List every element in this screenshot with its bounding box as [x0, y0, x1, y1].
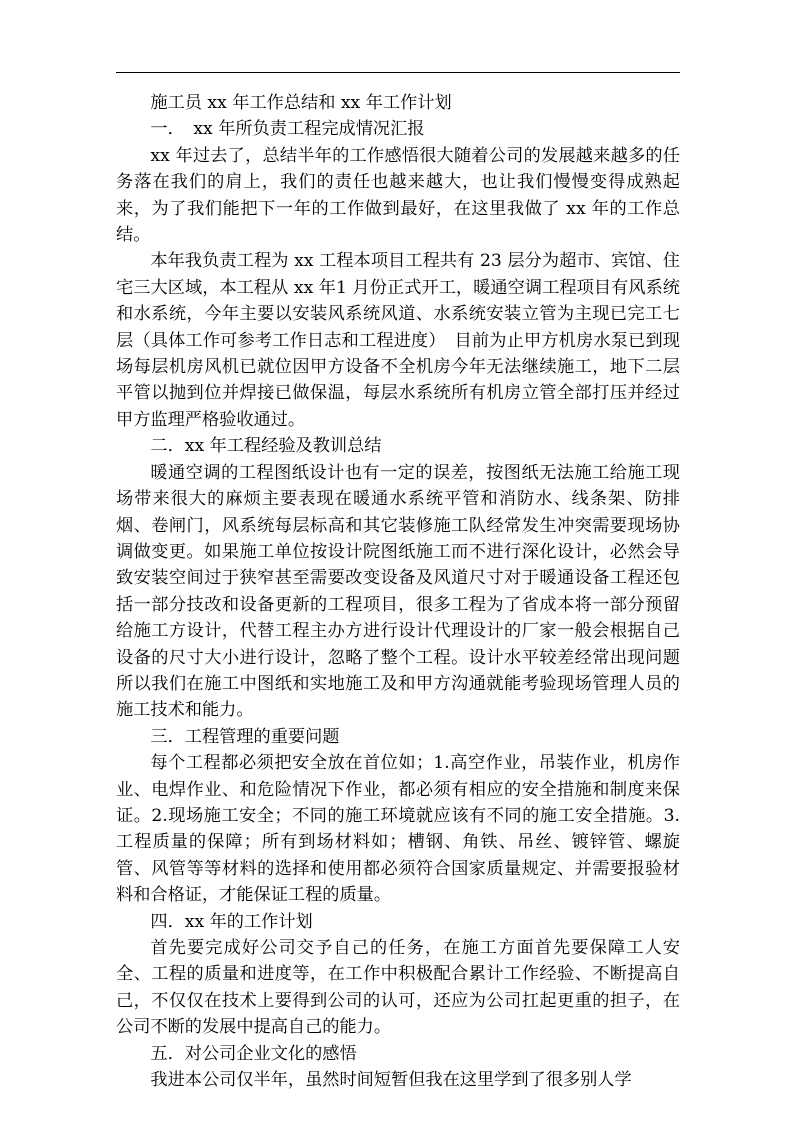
- paragraph: xx 年过去了，总结半年的工作感悟很大随着公司的发展越来越多的任务落在我们的肩上，我们的责任也越来越大，也让我们慢慢变得成熟起来，为了我们能把下一年的工作做到最好，在这里我做了 xx 年的工作总结。: [116, 145, 680, 246]
- section-heading-3: 三．工程管理的重要问题: [150, 726, 340, 747]
- section-heading-5: 五．对公司企业文化的感悟: [150, 1043, 357, 1064]
- paragraph: 本年我负责工程为 xx 工程本项目工程共有 23 层分为超市、宾馆、住宅三大区域，本工程从 xx 年1 月份正式开工，暖通空调工程项目有风系统和水系统，今年主要以安装风系统风道、水系统安装立管为主现已完工七层（具体工作可参考工作日志和工程进度） 目前为止甲方机房水泵已到现场每层机房风机已就位因甲方设备不全机房今年无法继续施工，地下二层平管以抛到位并焊接已做保温，每层水系统所有机房立管全部打压并经过甲方监理严格验收通过。: [116, 251, 680, 430]
- document-body: [116, 90, 680, 1093]
- paragraph: 首先要完成好公司交予自己的任务，在施工方面首先要保障工人安全、工程的质量和进度等，在工作中积极配合累计工作经验、不断提高自己，不仅仅在技术上要得到公司的认可，还应为公司扛起更重的担子，在公司不断的发展中提高自己的能力。: [116, 938, 680, 1038]
- paragraph: 我进本公司仅半年，虽然时间短暂但我在这里学到了很多别人学: [150, 1070, 632, 1091]
- section-heading-2: 二．xx 年工程经验及教训总结: [150, 436, 382, 457]
- document-title: 施工员 xx 年工作总结和 xx 年工作计划: [150, 93, 452, 113]
- section-heading-4: 四．xx 年的工作计划: [150, 911, 313, 932]
- paragraph: 每个工程都必须把安全放在首位如；1.高空作业，吊装作业，机房作业、电焊作业、和危险情况下作业，都必须有相应的安全措施和制度来保证。2.现场施工安全；不同的施工环境就应该有不同的施工安全措施。3.工程质量的保障；所有到场材料如；槽钢、角铁、吊丝、镀锌管、螺旋管、风管等等材料的选择和使用都必须符合国家质量规定、并需要报验材料和合格证，才能保证工程的质量。: [116, 753, 680, 906]
- section-heading-1: 一． xx 年所负责工程完成情况汇报: [150, 119, 425, 140]
- header-rule: [116, 72, 680, 73]
- paragraph: 暖通空调的工程图纸设计也有一定的误差，按图纸无法施工给施工现场带来很大的麻烦主要表现在暖通水系统平管和消防水、线条架、防排烟、卷闸门，风系统每层标高和其它装修施工队经常发生冲突需要现场协调做变更。如果施工单位按设计院图纸施工而不进行深化设计，必然会导致安装空间过于狭窄甚至需要改变设备及风道尺寸对于暖通设备工程还包括一部分技改和设备更新的工程项目，很多工程为了省成本将一部分预留给施工方设计，代替工程主办方进行设计代理设计的厂家一般会根据自己设备的尺寸大小进行设计，忽略了整个工程。设计水平较差经常出现问题所以我们在施工中图纸和实地施工及和甲方沟通就能考验现场管理人员的施工技术和能力。: [116, 462, 680, 721]
